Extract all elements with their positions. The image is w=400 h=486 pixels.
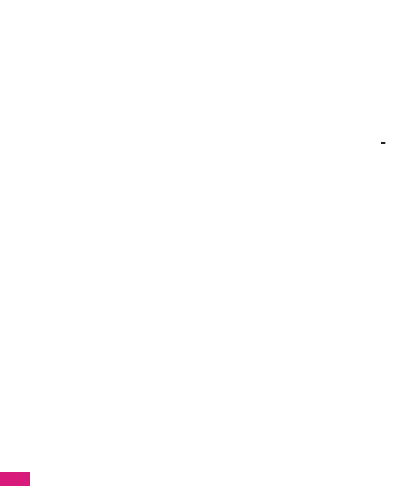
- expert-answer: [12, 156, 392, 450]
- reader-question: [12, 4, 392, 130]
- section-tab-marker: [0, 472, 30, 486]
- byline: [12, 132, 392, 154]
- byline-dash: -: [380, 135, 386, 151]
